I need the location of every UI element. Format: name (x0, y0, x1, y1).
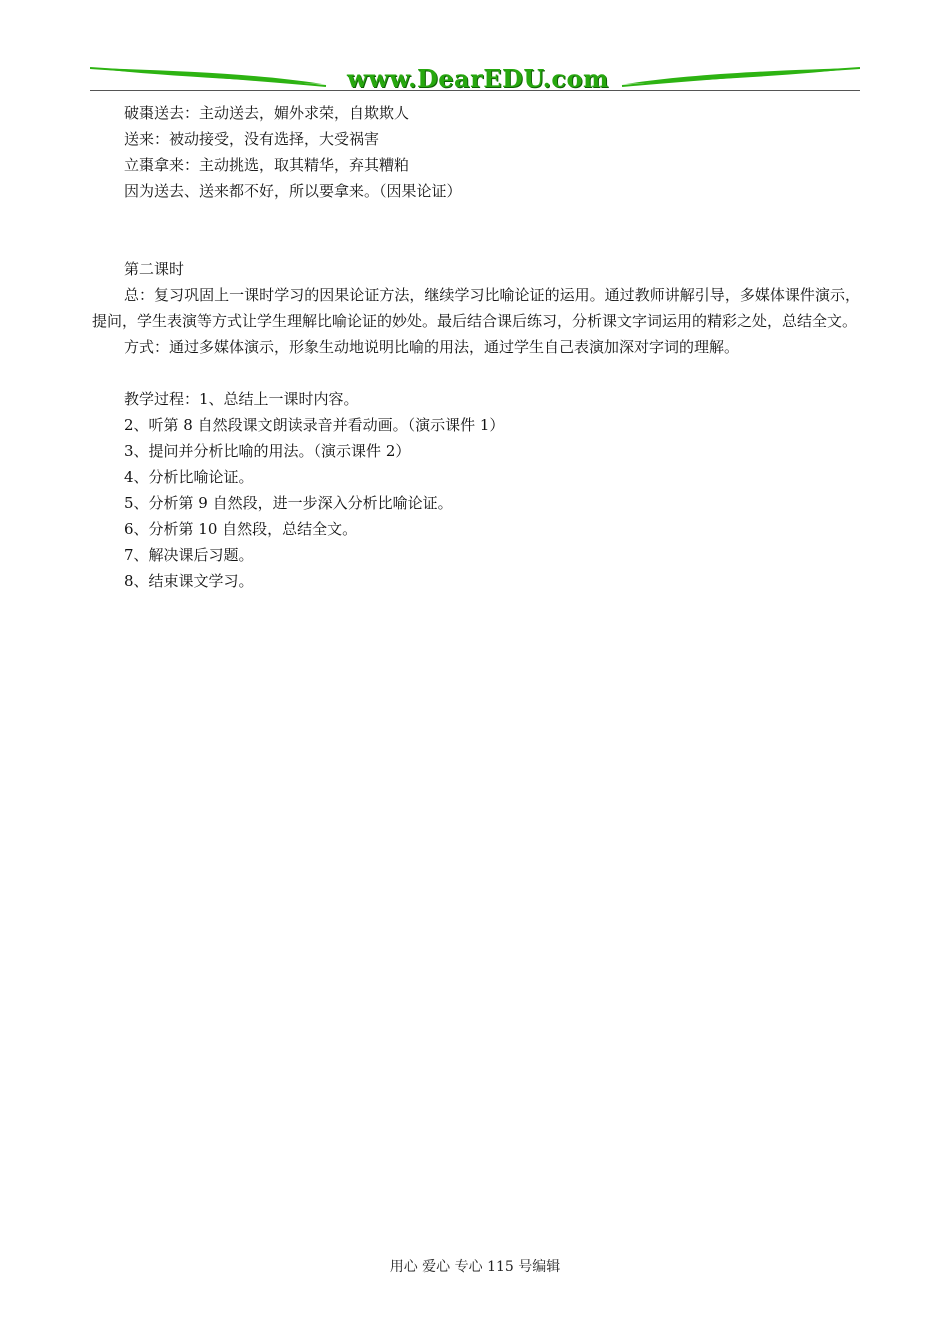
body-line-2: 送来：被动接受，没有选择，大受祸害 (124, 130, 380, 148)
process-step-1: 教学过程：1、总结上一课时内容。 (124, 390, 359, 408)
process-step-2: 2、听第 8 自然段课文朗读录音并看动画。（演示课件 1） (124, 416, 505, 434)
process-step-5: 5、分析第 9 自然段，进一步深入分析比喻论证。 (124, 494, 453, 512)
section-title: 第二课时 (124, 260, 185, 278)
process-step-3: 3、提问并分析比喻的用法。（演示课件 2） (124, 442, 411, 460)
spacer (92, 230, 860, 256)
body-line-4: 因为送去、送来都不好，所以要拿来。（因果论证） (124, 182, 462, 200)
summary-paragraph: 总：复习巩固上一课时学习的因果论证方法，继续学习比喻论证的运用。通过教师讲解引导，多媒体课件演示，提问，学生表演等方式让学生理解比喻论证的妙处。最后结合课后练习，分析课文字词运用的精彩之处，总结全文。 (92, 286, 860, 330)
body-line-3: 立棗拿来：主动挑选，取其精华，弃其糟粕 (124, 156, 410, 174)
method-paragraph: 方式：通过多媒体演示，形象生动地说明比喻的用法，通过学生自己表演加深对字词的理解。 (124, 338, 740, 356)
right-swoosh-thin (622, 68, 860, 86)
process-step-7: 7、解决课后习题。 (124, 546, 254, 564)
body-line-1: 破棗送去：主动送去，媚外求荣，自欺欺人 (124, 104, 410, 122)
page-footer: 用心 爱心 专心 115 号编辑 (389, 1259, 561, 1275)
process-step-6: 6、分析第 10 自然段，总结全文。 (124, 520, 358, 538)
process-step-8: 8、结束课文学习。 (124, 572, 254, 590)
spacer (92, 204, 860, 230)
header-divider (90, 90, 860, 91)
document-body (92, 100, 860, 594)
site-logo: www.DearEDU.com (347, 64, 609, 93)
left-swoosh-thin (90, 68, 326, 86)
process-step-4: 4、分析比喻论证。 (124, 468, 254, 486)
spacer (92, 360, 860, 386)
